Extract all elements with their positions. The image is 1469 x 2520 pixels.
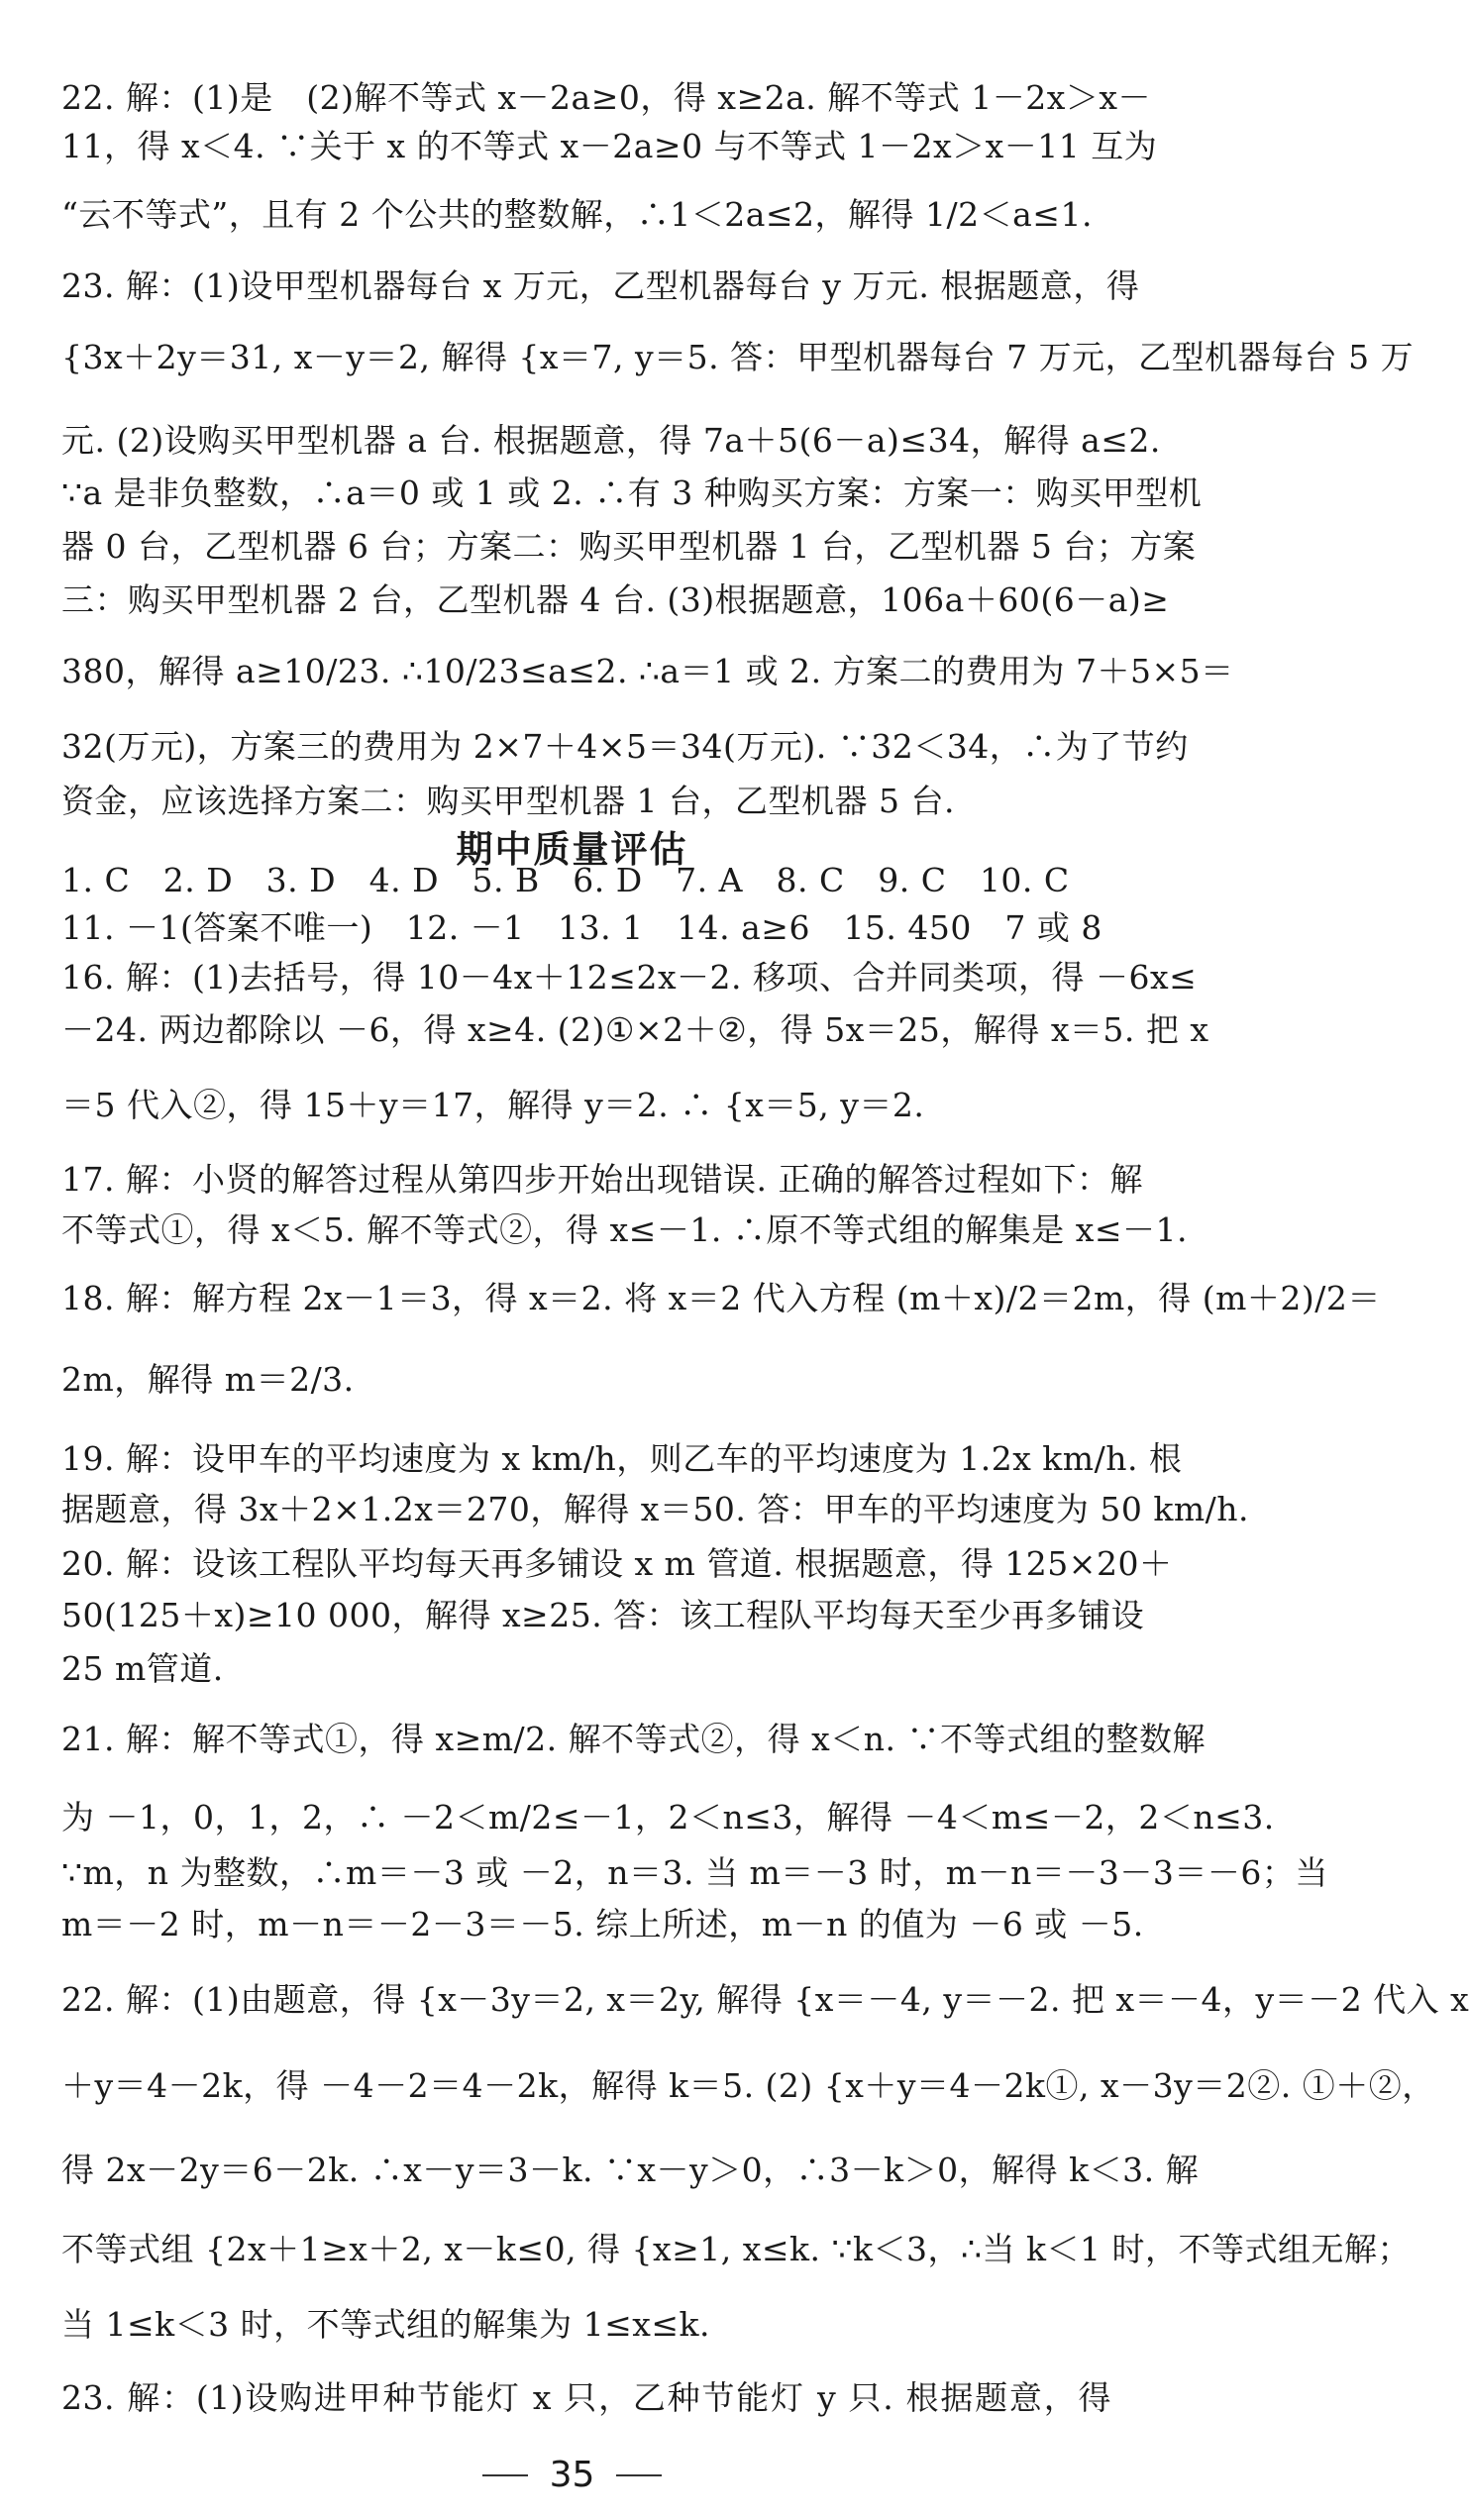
text-line: 32(万元)，方案三的费用为 2×7＋4×5＝34(万元). ∵32＜34，∴为了节约 <box>61 727 1189 766</box>
text-line: 20. 解：设该工程队平均每天再多铺设 x m 管道. 根据题意，得 125×20＋ <box>61 1544 1173 1583</box>
text-line: 元. (2)设购买甲型机器 a 台. 根据题意，得 7a＋5(6－a)≤34，解得 a≤2. <box>61 421 1161 460</box>
text-line: 11. －1(答案不唯一) 12. －1 13. 1 14. a≥6 15. 450 7 或 8 <box>61 908 1102 947</box>
text-line: 当 1≤k＜3 时，不等式组的解集为 1≤x≤k. <box>61 2305 711 2344</box>
text-line: ＝5 代入②，得 15＋y＝17，解得 y＝2. ∴ {x＝5, y＝2. <box>61 1086 925 1124</box>
text-line: 50(125＋x)≥10 000，解得 x≥25. 答：该工程队平均每天至少再多铺设 <box>61 1596 1145 1634</box>
page-number: 35 <box>549 2455 595 2495</box>
text-line: m＝－2 时，m－n＝－2－3＝－5. 综上所述，m－n 的值为 －6 或 －5. <box>61 1905 1144 1943</box>
text-line: ∵a 是非负整数，∴a＝0 或 1 或 2. ∴有 3 种购买方案：方案一：购买甲型机 <box>61 473 1203 512</box>
section-title: 期中质量评估 <box>456 828 688 871</box>
text-line: 19. 解：设甲车的平均速度为 x km/h，则乙车的平均速度为 1.2x km/h. 根 <box>61 1439 1183 1478</box>
text-line: 不等式①，得 x＜5. 解不等式②，得 x≤－1. ∴原不等式组的解集是 x≤－1. <box>61 1210 1189 1249</box>
text-line: 据题意，得 3x＋2×1.2x＝270，解得 x＝50. 答：甲车的平均速度为 50 km/h. <box>61 1490 1250 1528</box>
text-line: 21. 解：解不等式①，得 x≥m/2. 解不等式②，得 x＜n. ∵不等式组的整数解 <box>61 1720 1206 1758</box>
text-line: 为 －1，0，1，2，∴ －2＜m/2≤－1，2＜n≤3，解得 －4＜m≤－2，2＜n≤3. <box>61 1798 1275 1837</box>
text-line: 不等式组 {2x＋1≥x＋2, x－k≤0, 得 {x≥1, x≤k. ∵k＜3，∴当 k＜1 时，不等式组无解； <box>61 2230 1411 2268</box>
footer-dash-right <box>616 2474 662 2476</box>
text-line: －24. 两边都除以 －6，得 x≥4. (2)①×2＋②，得 5x＝25，解得 x＝5. 把 x <box>61 1010 1209 1049</box>
text-line: 25 m管道. <box>61 1649 224 1688</box>
text-line: 三：购买甲型机器 2 台，乙型机器 4 台. (3)根据题意，106a＋60(6－a)≥ <box>61 580 1170 619</box>
text-line: 得 2x－2y＝6－2k. ∴x－y＝3－k. ∵x－y＞0，∴3－k＞0，解得 k＜3. 解 <box>61 2151 1200 2189</box>
text-line: 22. 解：(1)由题意，得 {x－3y＝2, x＝2y, 解得 {x＝－4, y＝－2. 把 x＝－4，y＝－2 代入 x <box>61 1980 1469 2019</box>
text-line: 22. 解：(1)是 (2)解不等式 x－2a≥0，得 x≥2a. 解不等式 1－2x＞x－ <box>61 78 1151 117</box>
text-line: 16. 解：(1)去括号，得 10－4x＋12≤2x－2. 移项、合并同类项，得 －6x≤ <box>61 958 1198 997</box>
text-line: 380，解得 a≥10/23. ∴10/23≤a≤2. ∴a＝1 或 2. 方案二的费用为 7＋5×5＝ <box>61 652 1234 690</box>
text-line: 23. 解：(1)设甲型机器每台 x 万元，乙型机器每台 y 万元. 根据题意，得 <box>61 266 1140 305</box>
text-line: {3x＋2y＝31, x－y＝2, 解得 {x＝7, y＝5. 答：甲型机器每台 7 万元，乙型机器每台 5 万 <box>61 338 1415 376</box>
text-line: 资金，应该选择方案二：购买甲型机器 1 台，乙型机器 5 台. <box>61 782 955 820</box>
text-line: 1. C 2. D 3. D 4. D 5. B 6. D 7. A 8. C 9. C 10. C <box>61 861 1070 899</box>
page-footer <box>0 2455 1144 2495</box>
text-line: ＋y＝4－2k，得 －4－2＝4－2k，解得 k＝5. (2) {x＋y＝4－2k①, x－3y＝2②. ①＋②， <box>61 2066 1435 2105</box>
text-line: “云不等式”，且有 2 个公共的整数解，∴1＜2a≤2，解得 1/2＜a≤1. <box>61 195 1093 234</box>
text-line: 17. 解：小贤的解答过程从第四步开始出现错误. 正确的解答过程如下：解 <box>61 1160 1143 1199</box>
text-line: 23. 解：(1)设购进甲种节能灯 x 只，乙种节能灯 y 只. 根据题意，得 <box>61 2378 1111 2417</box>
text-line: 器 0 台，乙型机器 6 台；方案二：购买甲型机器 1 台，乙型机器 5 台；方案 <box>61 527 1197 566</box>
text-line: 2m，解得 m＝2/3. <box>61 1360 355 1399</box>
footer-dash-left <box>482 2474 528 2476</box>
text-line: ∵m，n 为整数，∴m＝－3 或 －2，n＝3. 当 m＝－3 时，m－n＝－3－3＝－6；当 <box>61 1853 1328 1892</box>
text-line: 11，得 x＜4. ∵关于 x 的不等式 x－2a≥0 与不等式 1－2x＞x－11 互为 <box>61 127 1158 165</box>
text-line: 18. 解：解方程 2x－1＝3，得 x＝2. 将 x＝2 代入方程 (m＋x)/2＝2m，得 (m＋2)/2＝ <box>61 1279 1381 1317</box>
